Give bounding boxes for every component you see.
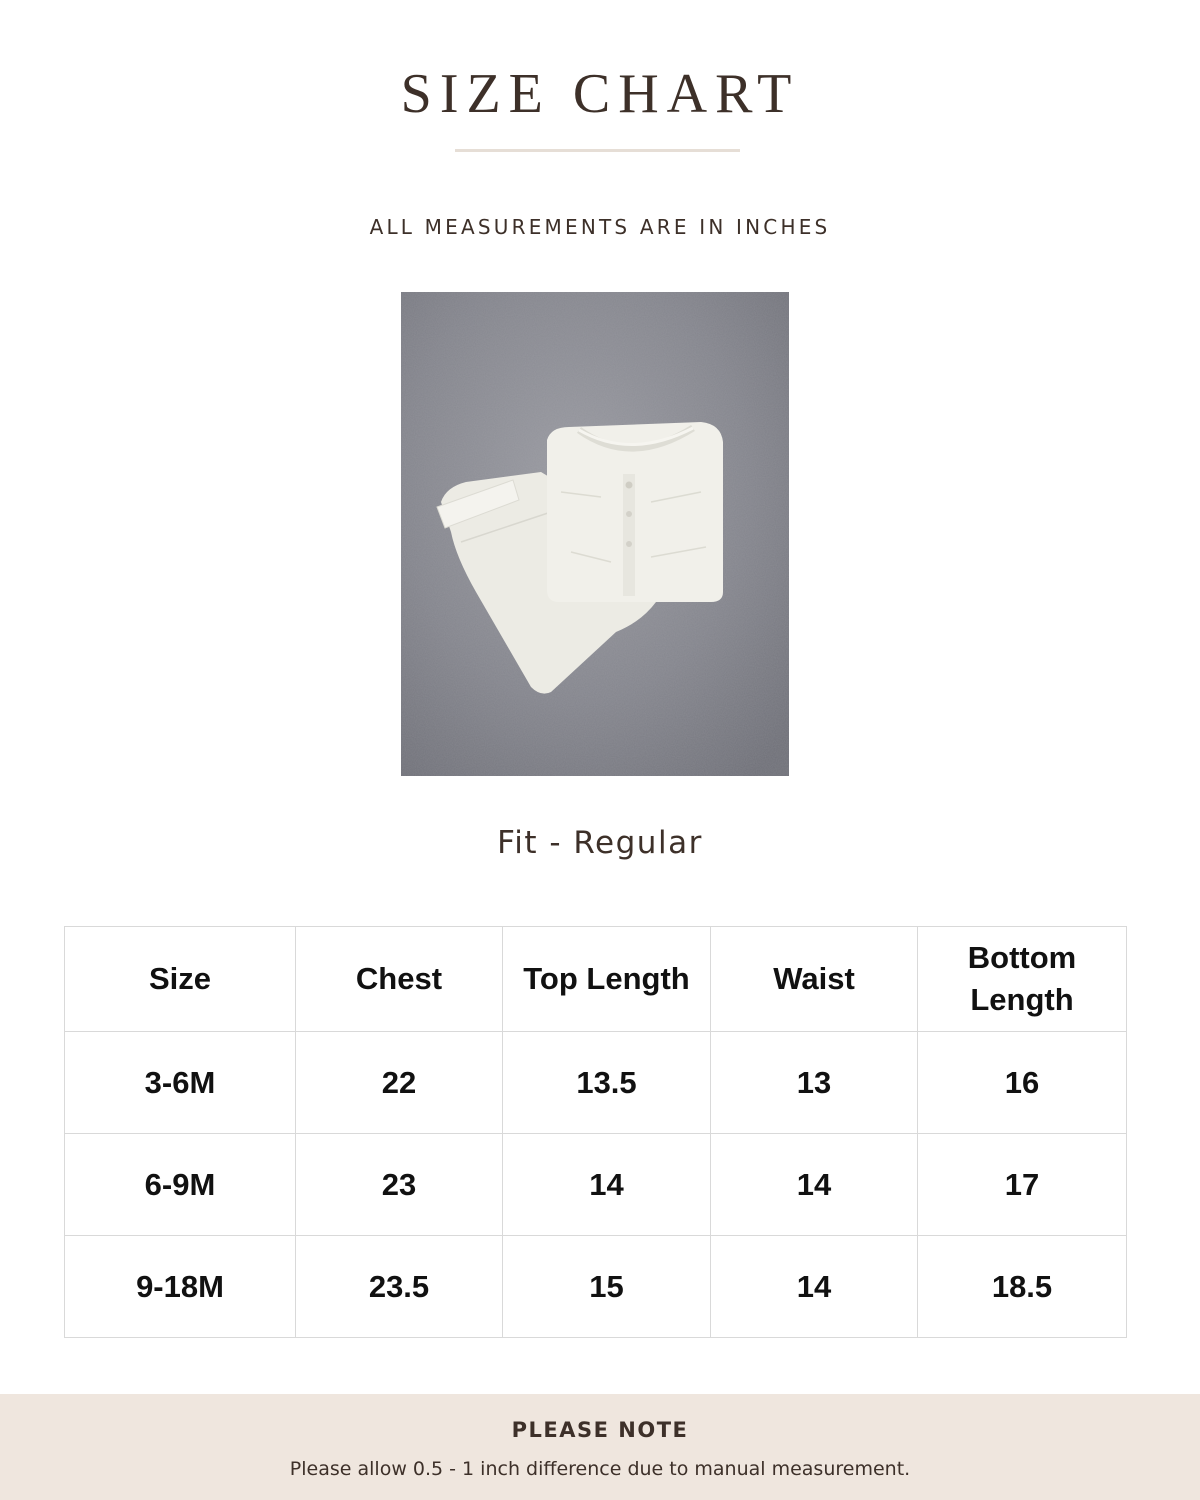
table-row xyxy=(65,1236,1127,1338)
table-cell-bottom-length: 16 xyxy=(918,1032,1127,1134)
column-header-waist: Waist xyxy=(711,927,918,1032)
table-row xyxy=(65,1134,1127,1236)
table-cell-size: 9-18M xyxy=(65,1236,296,1338)
measurement-unit-note: ALL MEASUREMENTS ARE IN INCHES xyxy=(369,215,831,239)
note-banner xyxy=(0,1394,1200,1500)
page-title: SIZE CHART xyxy=(400,63,800,125)
table-cell-top-length: 15 xyxy=(503,1236,711,1338)
column-header-size: Size xyxy=(65,927,296,1032)
table-cell-bottom-length: 17 xyxy=(918,1134,1127,1236)
fit-label: Fit - Regular xyxy=(497,825,703,861)
table-header-row xyxy=(65,927,1127,1032)
table-cell-size: 6-9M xyxy=(65,1134,296,1236)
note-text: Please allow 0.5 - 1 inch difference due to manual measurement. xyxy=(289,1458,911,1480)
table-cell-size: 3-6M xyxy=(65,1032,296,1134)
table-cell-chest: 22 xyxy=(296,1032,503,1134)
column-header-chest: Chest xyxy=(296,927,503,1032)
column-header-bottom-length xyxy=(918,927,1127,1032)
table-cell-bottom-length: 18.5 xyxy=(918,1236,1127,1338)
product-photo xyxy=(401,292,789,776)
table-cell-chest: 23.5 xyxy=(296,1236,503,1338)
table-cell-waist: 14 xyxy=(711,1236,918,1338)
title-divider xyxy=(455,149,740,152)
table-cell-chest: 23 xyxy=(296,1134,503,1236)
table-cell-top-length: 14 xyxy=(503,1134,711,1236)
size-table xyxy=(64,926,1127,1338)
column-header-top-length: Top Length xyxy=(503,927,711,1032)
table-cell-top-length: 13.5 xyxy=(503,1032,711,1134)
column-header-bottom-length-label: Bottom Length xyxy=(967,940,1077,1017)
table-cell-waist: 14 xyxy=(711,1134,918,1236)
note-title: PLEASE NOTE xyxy=(511,1418,689,1442)
table-cell-waist: 13 xyxy=(711,1032,918,1134)
pajama-set-photo-icon xyxy=(401,292,789,776)
table-row xyxy=(65,1032,1127,1134)
